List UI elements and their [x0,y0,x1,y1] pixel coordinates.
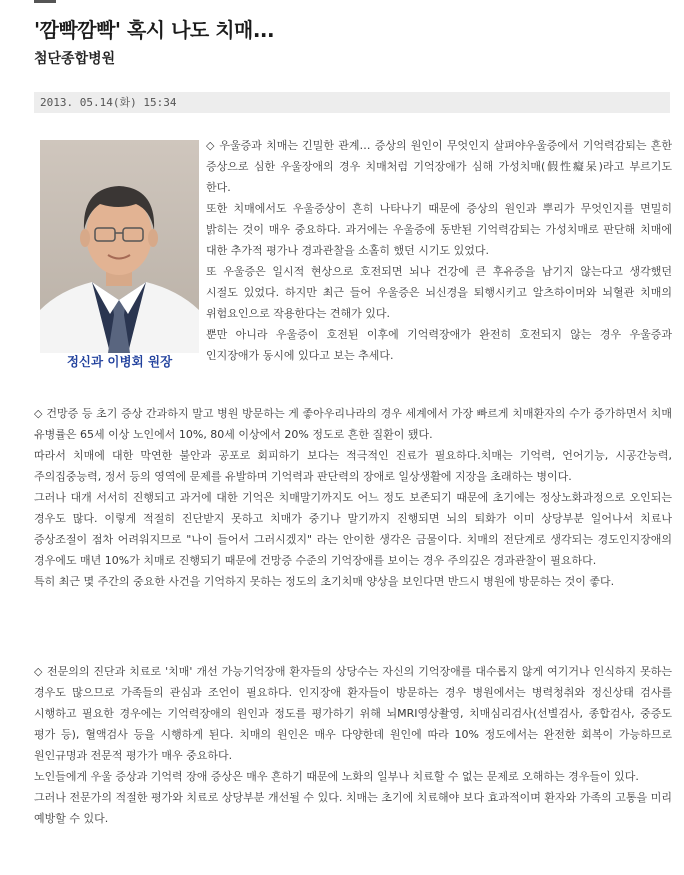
doctor-photo [40,140,199,353]
top-rule [34,0,56,3]
paragraph: 또 우울증은 일시적 현상으로 호전되면 뇌나 건강에 큰 후유증을 남기지 않는다고 생각했던 시절도 있었다. 하지만 최근 들어 우울증은 뇌신경을 퇴행시키고 알츠하이머와 뇌혈관 치매의 위험요인으로 작용한다는 견해가 있다. [206,265,672,320]
paragraph: ◇ 전문의의 진단과 치료로 '치매' 개선 가능기억장애 환자들의 상당수는 자신의 기억장애를 대수롭지 않게 여기거나 인식하지 못하는 경우도 많으므로 가족들의 관심과 조언이 필요하다. 인지장애 환자들이 방문하는 경우 병원에서는 병력청취와 정신상태 검사를 시행하고 필요한 경우에는 기억력장애의 원인과 정도를 평가하기 위해 뇌MRI영상촬영, 치매심리검사(선별검사, 종합검사, 중증도 평가 등), 혈액검사 등을 시행하게 된다. 치매의 원인은 매우 다양한데 원인에 따라 10% 정도에서는 완전한 회복이 가능하므로 원인규명과 전문적 평가가 매우 중요하다. [34,665,672,762]
article-headline: '깜빡깜빡' 혹시 나도 치매... [34,18,275,42]
section-diagnosis-treatment [34,661,672,829]
paragraph: 뿐만 아니라 우울증이 호전된 이후에 기억력장애가 완전히 호전되지 않는 경우 우울증과 인지장애가 동시에 있다고 보는 추세다. [206,328,672,362]
paragraph: 그러나 전문가의 적절한 평가와 치료로 상당부분 개선될 수 있다. 치매는 초기에 치료해야 보다 효과적이며 환자와 가족의 고통을 미리 예방할 수 있다. [34,791,672,825]
paragraph: 또한 치매에서도 우울증상이 흔히 나타나기 때문에 증상의 원인과 뿌리가 무엇인지를 면밀히 밝히는 것이 매우 중요하다. 과거에는 우울증에 동반된 기억력감퇴는 가성치매로 판단해 치매에 대한 추가적 평가나 경과관찰을 소홀히 했던 시기도 있었다. [206,202,672,257]
paragraph: 특히 최근 몇 주간의 중요한 사건을 기억하지 못하는 정도의 초기치매 양상을 보인다면 반드시 병원에 방문하는 것이 좋다. [34,575,615,588]
article-source: 첨단종합병원 [34,51,116,67]
article-date: 2013. 05.14(화) 15:34 [34,92,670,113]
photo-caption: 정신과 이병회 원장 [66,354,173,369]
paragraph: 노인들에게 우울 증상과 기억력 장애 증상은 매우 흔하기 때문에 노화의 일부나 치료할 수 없는 문제로 오해하는 경우들이 있다. [34,770,639,783]
paragraph: 따라서 치매에 대한 막연한 불안과 공포로 회피하기 보다는 적극적인 진료가 필요하다.치매는 기억력, 언어기능, 시공간능력, 주의집중능력, 정서 등의 영역에 문제를 유발하며 기억력과 판단력의 장애로 일상생활에 지장을 초래하는 병이다. [34,449,672,483]
doctor-photo-block [40,140,199,372]
paragraph: 그러나 대개 서서히 진행되고 과거에 대한 기억은 치매말기까지도 어느 정도 보존되기 때문에 초기에는 정상노화과정으로 오인되는 경우도 많다. 이렇게 적절히 진단받지 못하고 치매가 중기나 말기까지 진행되면 뇌의 퇴화가 이미 상당부분 일어나서 치료나 증상조절이 점차 어려워지므로 "나이 들어서 그러시겠지" 라는 안이한 생각은 금물이다. 치매의 전단계로 생각되는 경도인지장애의 경우에도 매년 10%가 치매로 진행되기 때문에 건망증 수준의 기억장애를 보이는 경우 주의깊은 경과관찰이 필요하다. [34,491,672,567]
paragraph: ◇ 우울증과 치매는 긴밀한 관계… 증상의 원인이 무엇인지 살펴야우울증에서 기억력감퇴는 흔한 증상으로 심한 우울장애의 경우 치매처럼 기억장애가 심해 가성치매(假性癡呆)라고 부르기도 한다. [206,139,672,194]
intro-text [206,135,672,366]
section-early-symptoms [34,403,672,592]
paragraph: ◇ 건망증 등 초기 증상 간과하지 말고 병원 방문하는 게 좋아우리나라의 경우 세계에서 가장 빠르게 치매환자의 수가 증가하면서 치매 유병률은 65세 이상 노인에서 10%, 80세 이상에서 20% 정도로 흔한 질환이 됐다. [34,407,672,441]
